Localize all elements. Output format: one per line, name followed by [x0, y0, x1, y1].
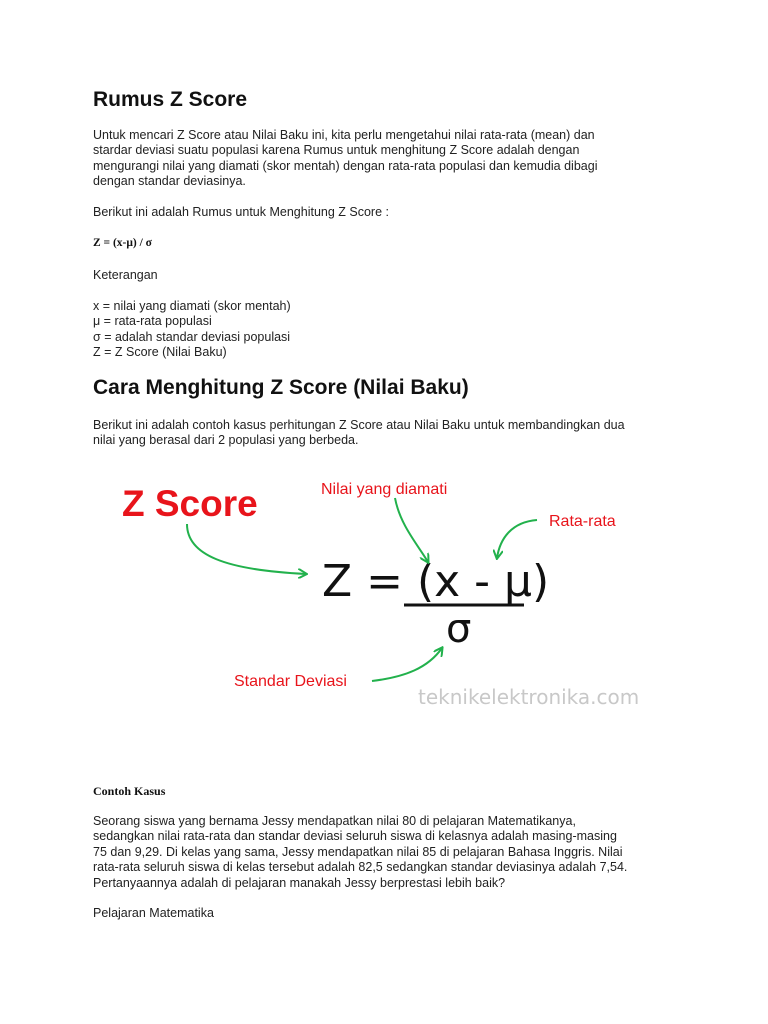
- watermark-text: teknikelektronika.com: [418, 685, 640, 709]
- subheading: [93, 906, 683, 921]
- case-paragraph: [93, 814, 683, 891]
- intro-line: nilai yang berasal dari 2 populasi yang berbeda.: [93, 433, 359, 448]
- intro-line: mengurangi nilai yang diamati (skor mentah) dengan rata-rata populasi dan kemudia dibagi: [93, 158, 598, 173]
- formula-lead: [93, 205, 683, 220]
- case-line: 75 dan 9,29. Di kelas yang sama, Jessy mendapatkan nilai 85 di pelajaran Bahasa Inggris. Nilai: [93, 844, 623, 859]
- legend-item: μ = rata-rata populasi: [93, 314, 212, 329]
- zscore-label: Z Score: [122, 483, 258, 524]
- observed-value-label: Nilai yang diamati: [321, 481, 448, 498]
- legend-item: Z = Z Score (Nilai Baku): [93, 345, 227, 360]
- case-line: rata-rata seluruh siswa di kelas tersebut adalah 82,5 sedangkan standar deviasinya adalah 7,54.: [93, 860, 628, 875]
- zscore-arrow: [187, 524, 306, 574]
- section-title-rumus: Rumus Z Score: [93, 88, 248, 111]
- section-title-cara: Cara Menghitung Z Score (Nilai Baku): [93, 376, 469, 399]
- legend-title-text: Keterangan: [93, 268, 158, 282]
- stdev-label: Standar Deviasi: [234, 673, 347, 690]
- case-title: Contoh Kasus: [93, 784, 166, 798]
- formula-lead-text: Berikut ini adalah Rumus untuk Menghitung Z Score :: [93, 205, 389, 219]
- section2-intro: [93, 418, 683, 449]
- legend-item: σ = adalah standar deviasi populasi: [93, 329, 291, 344]
- mean-arrow: [497, 520, 537, 558]
- formula-denominator: σ: [446, 606, 472, 652]
- intro-line: dengan standar deviasinya.: [93, 174, 246, 189]
- mean-label: Rata-rata: [549, 513, 616, 530]
- zscore-formula-figure: [0, 470, 768, 720]
- legend-title: [93, 268, 683, 283]
- formula-text: Z = (x-μ) / σ: [93, 237, 152, 249]
- intro-line: Untuk mencari Z Score atau Nilai Baku ini, kita perlu mengetahui nilai rata-rata (mean) dan: [93, 128, 595, 142]
- intro-line: Berikut ini adalah contoh kasus perhitungan Z Score atau Nilai Baku untuk membandingkan dua: [93, 418, 625, 432]
- intro-paragraph: [93, 128, 683, 190]
- subheading-text: Pelajaran Matematika: [93, 906, 214, 920]
- stdev-arrow: [372, 648, 442, 681]
- observed-arrow: [395, 498, 428, 562]
- intro-line: stardar deviasi suatu populasi karena Rumus untuk menghitung Z Score adalah dengan: [93, 143, 580, 158]
- case-line: Pertanyaannya adalah di pelajaran manakah Jessy berprestasi lebih baik?: [93, 875, 506, 890]
- case-line: sedangkan nilai rata-rata dan standar deviasi seluruh siswa di kelasnya adalah masing-masing: [93, 829, 617, 844]
- legend-list: [93, 299, 683, 361]
- formula-numerator: Z = (x - μ): [322, 556, 550, 607]
- legend-item: x = nilai yang diamati (skor mentah): [93, 299, 291, 313]
- case-line: Seorang siswa yang bernama Jessy mendapatkan nilai 80 di pelajaran Matematikanya,: [93, 814, 576, 828]
